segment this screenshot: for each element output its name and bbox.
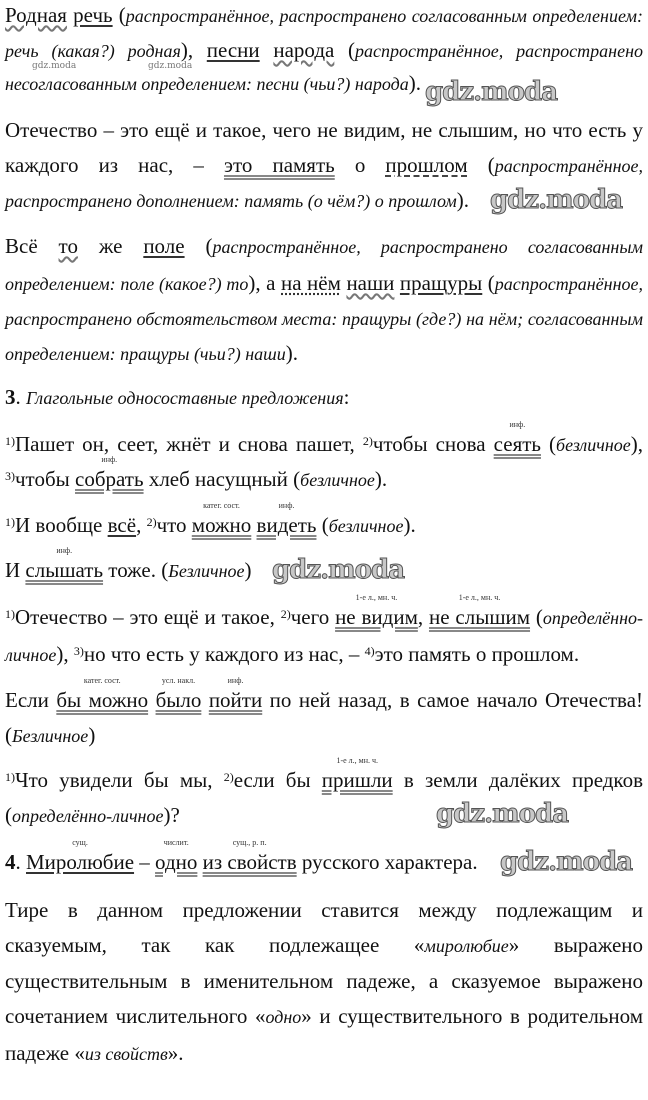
sentence-member	[108, 513, 136, 537]
text-run	[5, 770, 15, 784]
text-run	[248, 271, 281, 295]
text-segment: хлеб насущный (	[143, 467, 301, 491]
text-segment: распространённое,	[494, 274, 644, 294]
text-segment: определением: пращуры (чьи?) наши	[5, 344, 286, 364]
text-segment: ).	[374, 467, 388, 491]
text-run	[375, 642, 579, 666]
text-segment: это память	[223, 153, 335, 177]
text-run	[344, 385, 350, 409]
text-segment: определённо-	[542, 608, 644, 628]
text-segment: пращуры	[399, 271, 483, 295]
text-line	[5, 546, 252, 582]
text-line	[5, 593, 644, 629]
text-line	[5, 756, 643, 792]
text-segment: о	[334, 153, 386, 177]
text-segment: )	[88, 723, 96, 747]
text-run	[393, 768, 643, 792]
text-segment: но что есть у каждого из нас, –	[83, 642, 365, 666]
sentence-member	[26, 838, 135, 874]
text-run	[495, 274, 643, 294]
text-segment: » и существительного в родительном	[301, 1004, 643, 1028]
text-segment: собрать	[75, 467, 144, 491]
text-run	[281, 607, 291, 621]
text-run	[85, 1044, 168, 1064]
grammar-annotation: инф.	[278, 501, 295, 510]
text-segment: народа	[273, 38, 335, 62]
text-segment: бы можно	[56, 688, 149, 712]
text-segment: пойти	[208, 688, 263, 712]
grammar-annotation: 1-е л., мн. ч.	[355, 593, 398, 602]
text-segment: было	[155, 688, 202, 712]
text-run	[375, 467, 387, 491]
text-segment: ),	[180, 38, 207, 62]
text-run	[126, 6, 643, 26]
text-line	[5, 724, 95, 746]
text-run	[234, 768, 322, 792]
text-line	[5, 1005, 643, 1027]
sentence-member	[493, 420, 541, 456]
watermark: gdz.moda	[436, 799, 569, 829]
text-segment: безличное	[300, 470, 375, 490]
text-segment: поле	[143, 234, 185, 258]
text-run	[409, 71, 421, 95]
text-segment: определённо-личное	[12, 806, 164, 826]
text-segment: Пашет он, сеет, жнёт и снова пашет,	[15, 432, 363, 456]
text-segment: не видим	[335, 605, 418, 629]
text-run	[262, 688, 643, 712]
grammar-annotation: усл. накл.	[161, 676, 196, 685]
text-run	[482, 271, 495, 295]
text-segment: 4	[5, 850, 16, 874]
text-run	[509, 933, 643, 957]
text-run	[157, 513, 192, 537]
text-run	[163, 803, 179, 827]
text-segment	[148, 688, 155, 712]
text-run	[15, 513, 108, 537]
grammar-annotation: катег. сост.	[83, 676, 121, 685]
text-run	[5, 74, 409, 94]
sentence-number: 3)	[73, 644, 84, 658]
text-run	[316, 513, 328, 537]
text-segment: наши	[346, 271, 395, 295]
text-run	[15, 467, 75, 491]
sentence-member	[191, 501, 252, 537]
text-line	[5, 307, 643, 329]
text-segment: если бы	[233, 768, 322, 792]
text-run	[5, 933, 424, 957]
text-segment: падеже «	[5, 1041, 85, 1065]
text-segment: (	[184, 234, 213, 258]
text-segment: каждого из нас, –	[5, 153, 224, 177]
text-run	[365, 644, 375, 658]
text-segment: Что увидели бы мы,	[15, 768, 224, 792]
text-line	[5, 189, 469, 211]
sentence-number: 2)	[362, 434, 373, 448]
text-segment: Миролюбие	[26, 850, 135, 874]
text-segment: всё	[107, 513, 137, 537]
grammar-annotation: инф.	[509, 420, 526, 429]
sentence-member	[346, 271, 394, 295]
sentence-member	[281, 271, 341, 295]
text-segment: личное	[5, 645, 57, 665]
text-segment: речь	[73, 3, 113, 27]
text-segment: сеять	[493, 432, 541, 456]
sentence-member	[56, 676, 149, 712]
text-segment: песни	[206, 38, 260, 62]
text-segment: безличное	[328, 516, 404, 536]
text-segment: слышать	[25, 558, 104, 582]
text-run	[5, 41, 181, 61]
sentence-member	[75, 455, 144, 491]
text-line	[5, 643, 579, 665]
sentence-member	[400, 271, 482, 295]
sentence-member	[143, 234, 184, 258]
text-line	[5, 455, 388, 491]
watermark: gdz.moda	[500, 847, 633, 877]
text-segment: Безличное	[12, 726, 89, 746]
text-run	[5, 558, 25, 582]
text-run	[201, 688, 208, 712]
text-run	[530, 605, 543, 629]
text-run	[78, 234, 143, 258]
text-segment: же	[77, 234, 144, 258]
text-segment: (	[112, 3, 126, 27]
text-segment: (	[467, 153, 495, 177]
watermark: gdz.moda	[272, 555, 405, 585]
grammar-annotation: 1-е л., мн. ч.	[336, 756, 379, 765]
text-run	[16, 385, 27, 409]
text-run	[286, 341, 298, 365]
sentence-member	[321, 756, 393, 792]
text-segment: тоже. (	[103, 558, 169, 582]
text-segment: (	[530, 605, 543, 629]
text-line	[5, 501, 416, 537]
text-run	[5, 850, 16, 874]
text-segment: » выражено	[508, 933, 643, 957]
text-run	[134, 850, 155, 874]
text-segment: прошлом	[385, 153, 468, 177]
text-run	[5, 191, 457, 211]
text-segment: ).	[285, 341, 298, 365]
sentence-member	[207, 38, 260, 62]
text-segment: .	[15, 385, 26, 409]
text-run	[26, 388, 344, 408]
text-segment: Глагольные односоставные предложения	[26, 388, 344, 408]
text-segment: это память о прошлом.	[374, 642, 580, 666]
text-line	[5, 39, 643, 61]
text-run	[84, 642, 365, 666]
watermark: gdz.moda	[490, 185, 623, 215]
text-segment: в земли далёких предков	[392, 768, 643, 792]
text-run	[147, 515, 157, 529]
text-segment: –	[134, 850, 156, 874]
text-segment: одно	[155, 850, 198, 874]
text-run	[335, 153, 386, 177]
sentence-member	[155, 676, 202, 712]
grammar-annotation: инф.	[101, 455, 118, 464]
text-segment: ).	[403, 513, 416, 537]
sentence-member	[335, 593, 418, 629]
text-run	[291, 605, 335, 629]
text-run	[148, 688, 155, 712]
text-run	[5, 898, 643, 922]
text-run	[457, 188, 469, 212]
text-run	[260, 38, 274, 62]
text-run	[113, 3, 126, 27]
text-segment: одно	[265, 1007, 302, 1027]
sentence-number: 1)	[5, 515, 15, 529]
text-run	[12, 726, 88, 746]
text-segment: сочетанием числительного «	[5, 1004, 266, 1028]
text-segment: (	[5, 723, 12, 747]
watermark: gdz.moda	[32, 61, 77, 71]
text-run	[373, 432, 494, 456]
text-run	[495, 156, 643, 176]
text-line	[5, 804, 180, 826]
text-run	[144, 467, 301, 491]
text-segment: (	[540, 432, 557, 456]
text-segment: распространённое, распространено	[355, 41, 643, 61]
text-line	[5, 119, 643, 141]
text-segment: по ней назад, в самое начало Отечества!	[262, 688, 644, 712]
text-run	[16, 850, 27, 874]
sentence-member	[208, 676, 263, 712]
sentence-member	[428, 593, 531, 629]
text-run	[5, 803, 12, 827]
text-segment: распространено дополнением: память (о чём?) о прошлом	[5, 191, 457, 211]
text-line	[5, 235, 643, 257]
watermark: gdz.moda	[148, 61, 193, 71]
text-segment: Отечество – это ещё и такое, чего не видим, не слышим, но что есть у	[5, 118, 643, 142]
text-line	[5, 934, 643, 956]
text-run	[541, 432, 556, 456]
text-run	[5, 344, 286, 364]
sentence-member	[273, 38, 334, 62]
text-run	[224, 770, 234, 784]
text-segment: )	[244, 558, 252, 582]
text-line	[5, 676, 644, 712]
text-segment: распространённое,	[494, 156, 643, 176]
sentence-number: 1)	[5, 434, 15, 448]
grammar-annotation: катег. сост.	[203, 501, 240, 510]
text-segment: что	[156, 513, 192, 537]
text-line	[5, 838, 478, 874]
text-segment: то	[58, 234, 78, 258]
text-run	[329, 516, 404, 536]
text-run	[5, 1004, 265, 1028]
text-run	[418, 605, 429, 629]
text-line	[5, 342, 298, 364]
text-line	[5, 1042, 184, 1064]
sentence-member	[385, 153, 467, 177]
text-run	[168, 561, 244, 581]
grammar-annotation: 1-е л., мн. ч.	[458, 593, 501, 602]
text-segment: безличное	[556, 435, 631, 455]
text-line	[5, 420, 643, 456]
text-run	[543, 608, 643, 628]
text-segment: ,	[417, 605, 429, 629]
text-segment: распространено обстоятельством места: пращуры (где?) на нём; согласованным	[5, 309, 643, 329]
text-segment: распространённое, распространено согласованным определением:	[125, 6, 643, 26]
text-run	[5, 118, 643, 142]
text-segment: Тире в данном предложении ставится между подлежащим и	[5, 898, 643, 922]
text-run	[265, 1007, 301, 1027]
text-segment	[260, 38, 274, 62]
text-run	[468, 153, 495, 177]
watermark: gdz.moda	[425, 77, 558, 107]
text-segment: чтобы	[15, 467, 76, 491]
text-segment: речь (какая?) родная	[5, 41, 181, 61]
text-run	[136, 513, 147, 537]
text-segment: видеть	[256, 513, 317, 537]
text-line	[5, 272, 643, 294]
sentence-member	[5, 3, 67, 27]
text-run	[5, 385, 16, 409]
text-segment: чего	[290, 605, 336, 629]
sentence-number: 2)	[280, 607, 291, 621]
text-run	[12, 806, 163, 826]
grammar-annotation: инф.	[56, 546, 73, 555]
text-run	[424, 936, 508, 956]
sentence-member	[59, 234, 78, 258]
text-segment	[201, 688, 208, 712]
text-line	[5, 899, 643, 921]
text-segment: пришли	[321, 768, 393, 792]
text-run	[103, 558, 168, 582]
text-run	[355, 41, 643, 61]
text-segment: несогласованным определением: песни (чьи?) народа	[5, 74, 409, 94]
sentence-number: 4)	[364, 644, 375, 658]
sentence-number: 2)	[223, 770, 234, 784]
text-segment: ),	[630, 432, 643, 456]
text-segment: Безличное	[168, 561, 245, 581]
text-segment: не слышим	[428, 605, 531, 629]
text-run	[363, 434, 373, 448]
text-run	[15, 605, 281, 629]
text-line	[5, 386, 349, 408]
text-segment: Если	[5, 688, 57, 712]
text-segment: существительным в именительном падеже, а сказуемое выражено	[5, 969, 643, 993]
text-run	[301, 1004, 643, 1028]
text-run	[5, 153, 224, 177]
text-run	[5, 274, 248, 294]
text-run	[556, 435, 631, 455]
text-segment: сказуемым, так как подлежащее «	[5, 933, 425, 957]
text-run	[5, 469, 15, 483]
text-run	[5, 1041, 85, 1065]
text-run	[185, 234, 213, 258]
text-run	[297, 850, 478, 874]
text-segment: ».	[167, 1041, 184, 1065]
text-segment: определением: поле (какое?) то	[5, 274, 249, 294]
text-segment: (	[316, 513, 329, 537]
text-line	[5, 154, 643, 176]
sentence-member	[256, 501, 317, 537]
text-run	[181, 38, 207, 62]
text-segment: .	[15, 850, 26, 874]
text-run	[5, 607, 15, 621]
text-segment: 3	[5, 385, 16, 409]
text-segment: И	[5, 558, 26, 582]
text-segment: ,	[136, 513, 147, 537]
text-segment: (	[482, 271, 495, 295]
text-segment: ).	[456, 188, 470, 212]
text-run	[300, 470, 375, 490]
text-segment: миролюбие	[424, 936, 509, 956]
sentence-number: 1)	[5, 607, 15, 621]
text-segment: можно	[191, 513, 252, 537]
sentence-member	[202, 838, 297, 874]
text-segment: (	[5, 803, 12, 827]
text-segment: распространённое, распространено согласованным	[212, 237, 643, 257]
text-line	[5, 4, 643, 26]
text-segment: Родная	[5, 3, 67, 27]
text-line	[5, 970, 643, 992]
text-run	[5, 515, 15, 529]
text-run	[5, 234, 59, 258]
text-run	[5, 723, 12, 747]
text-segment: ),	[56, 642, 74, 666]
grammar-annotation: инф.	[227, 676, 244, 685]
sentence-member	[73, 3, 112, 27]
text-run	[212, 237, 643, 257]
grammar-annotation: сущ., р. п.	[232, 838, 267, 847]
text-run	[334, 38, 355, 62]
sentence-member	[25, 546, 104, 582]
text-run	[74, 644, 84, 658]
text-run	[5, 309, 643, 329]
grammar-annotation: сущ.	[72, 838, 88, 847]
text-segment: чтобы снова	[372, 432, 494, 456]
text-segment: (	[334, 38, 355, 62]
text-run	[168, 1041, 184, 1065]
text-run	[5, 645, 56, 665]
sentence-number: 2)	[146, 515, 157, 529]
text-segment: Отечество – это ещё и такое,	[15, 605, 281, 629]
text-run	[88, 723, 95, 747]
text-segment: на нём	[281, 271, 341, 295]
text-run	[403, 513, 415, 537]
text-run	[5, 688, 56, 712]
text-segment: из свойств	[84, 1044, 168, 1064]
text-run	[15, 768, 224, 792]
text-run	[15, 432, 363, 456]
sentence-member	[224, 153, 335, 177]
text-run	[245, 558, 252, 582]
text-segment: ), а	[248, 271, 281, 295]
sentence-member	[155, 838, 198, 874]
text-segment: из свойств	[202, 850, 297, 874]
text-line	[5, 72, 421, 94]
text-run	[631, 432, 643, 456]
text-segment: Всё	[5, 234, 59, 258]
text-segment: )?	[163, 803, 180, 827]
text-run	[56, 642, 74, 666]
text-segment: :	[343, 385, 350, 409]
text-run	[5, 969, 643, 993]
text-run	[5, 434, 15, 448]
sentence-number: 1)	[5, 770, 15, 784]
sentence-number: 3)	[5, 469, 15, 483]
text-segment: И вообще	[15, 513, 108, 537]
text-segment: русского характера.	[296, 850, 478, 874]
text-segment: ).	[408, 71, 421, 95]
grammar-annotation: числит.	[163, 838, 189, 847]
